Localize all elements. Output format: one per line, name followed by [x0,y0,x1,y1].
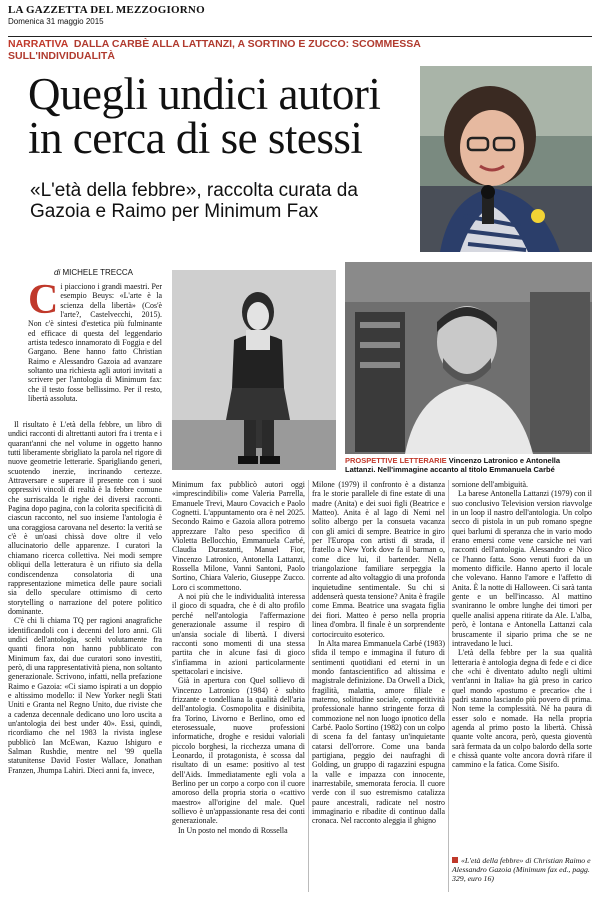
masthead-rule [8,36,592,37]
headline [28,69,428,163]
bullet-icon [452,857,458,863]
article-column-2 [172,480,305,835]
paragraph: sornione dell'ambiguità. [452,480,528,489]
masthead [8,4,592,26]
book-info-text: «L'età della febbre» di Christian Raimo e Alessandro Gazoia (Minimum fax ed., pagg. 329, euro 16) [452,856,591,883]
paragraph: L'età della febbre per la sua qualità letteraria è antologia degna di fede e ci dice che «chi è diventato adulto negli ultimi vent'anni in Italia» ha già preso in carico quel mondo «postumo e precario» che i padri stanno lasciando più povero di prima. Non teme la complessità. Né ha paura di esser solo e nomade. Ha nella propria agenda al primo posto la libertà. Chissà quante volte ancora, però, questa gioventù sarà fermata da un colpo balordo della sorte e chissà quante volte ancora dovrà rifare il cammino e la fatica. Come Sisifo. [452,648,592,770]
subtitle: «L'età della febbre», raccolta curata da Gazoia e Raimo per Minimum Fax [30,180,358,222]
kicker [8,38,428,62]
article-column-1-bottom [8,420,162,775]
article-column-1-top [28,277,162,404]
headline-line1: Quegli undici autori [28,69,381,119]
headline-line2: in cerca di se stessi [28,113,363,163]
photo-antonella-lattanzi-sitting [172,270,336,470]
issue-date: Domenica 31 maggio 2015 [8,17,104,26]
paragraph: A noi più che le individualità interessa il gioco di squadra, che è di alto profilo perché nell'antologia l'affermazione generazionale assume il respiro di un'ansia sociale di libertà. I diversi racconti sono momenti di una stessa partita che in alcune fasi di gioco s'infiamma in azioni particolarmente spettacolari e incisive. [172,592,305,676]
paragraph: Già in apertura con Quel sollievo di Vincenzo Latronico (1984) è subito frizzante e tondelliana la qualità dell'aria dell'antologia. Cosmopolita e disinibita, fra Torino, Livorno e Berlino, omo ed eterosessuale, nuove professioni informatiche, droghe e residui valoriali piccolo borghesi, la ricchezza umana di Leonardo, il protagonista, è scossa dal risultato di un esame: positivo al test dell'Aids. Immediatamente egli vola a Berlino per un corpo a corpo con il cuore amoroso della propria storia o «cattivo maestro» all'origine del male. Quel sollievo è un'appassionante resa dei conti generazionale. [172,676,305,826]
article-column-3 [312,480,445,826]
paragraph: Minimum fax pubblicò autori oggi «imprescindibili» come Valeria Parrella, Emanuele Trevi, Mauro Covacich e Paolo Cognetti. L'appuntamento ora è nel 2025. Secondo Raimo e Gazoia allora potremo apprezzare l'alto peso specifico di Violetta Bellocchio, Emmanuela Carbé, Claudia Durastanti, Manuel Fior, Vincenzo Latronico, Antonella Lattanzi, Rossella Milone, Vanni Santoni, Paolo Sortino, Chiara Valerio, Giuseppe Zucco. Loro ci scommettono. [172,480,305,592]
photo-caption [345,456,592,474]
paragraph: C'è chi li chiama TQ per ragioni anagrafiche identificandoli con i decenni del loro anni. Gli undici dell'antologia, scelti volutamente fra quanti finora non hanno pubblicato con Minimum fax, dai due curatori sono investiti, però, di una rappresentatività piena, non soltanto generazionale. Scrivono, infatti, nella prefazione Raimo e Gazoia: «Ci siamo ispirati a un doppio e altissimo modello: il New Yorker negli Stati Uniti e Granta nel Regno Unito, due riviste che a cadenza decennale dedicano uno loro uscita a un'antologia dei best under 40». Essi, quindi, ricordiamo che nel 1983 la rivista inglese pubblicò Ian McEwan, Kazuo Ishiguro e Salman Rushdie, mentre nel '99 quella statunitense David Foster Wallace, Jonathan Franzen, Jhumpa Lahiri. Dieci anni fa, invece, [8,616,162,775]
byline-prefix: di [54,268,61,277]
byline [54,268,133,277]
paragraph: Il risultato è L'età della febbre, un libro di undici racconti di altrettanti autori fra i trenta e i quarant'anni che nel volume in oggetto hanno tutti liberamente sbrigliato la parola nel rigore di nuove geometrie letterarie. Sparigliando generi, scuotendo inerzie, incrinando certezze. Attraversare e superare il presente con i suoi oppressivi vincoli di realtà è la febbre comune che surriscalda le righe dei diversi racconti. Pagina dopo pagina, con la colorita specificità di ciascun racconto, nel suo insieme l'antologia è una coraggiosa carovana nel deserto: la verità se c'è è un'oasi chissà dove oltre il velo allucinatorio delle apparenze. I curatori la chiamano ricerca collettiva. Nei modi sempre obliqui della letteratura è un rifiuto sia della condiscendenza consolatoria di una rappresentazione mimetica delle paure sociali sia dello speculare ottimismo di certo storytelling o narrazione del potere politico dominante. [8,420,162,616]
article-column-4 [452,480,592,770]
column-divider [448,480,449,892]
publication-name: LA GAZZETTA DEL MEZZOGIORNO [8,4,205,16]
paragraph: In Alta marea Emmanuela Carbé (1983) sfida il tempo e immagina il futuro di sentimenti quotidiani ed eterni in un mondo fantascientifico ad altissima e magistrale definizione. Da Orwell a Dick, fragilità, malattia, amore filiale e materno, solitudine sociale, competitività professionale hanno stringente forza di commozione nel non luogo ipnotico della Carbé. Paolo Sortino (1982) con un colpo di scena fa del fantasy un'inquietante catarsi dell'orrore. Come una banda partigiana, peggio dei naufraghi di Golding, un gruppo di ragazzini espugna la valle e impazza con innocente, inarrestabile, smemorata ferocia. Il cuore verde con il suo estremismo catalizza paure ancestrali, radicate nel nostro immaginario e ribadite di continuo dalla cronaca. Nel racconto aleggia il ghigno [312,638,445,826]
kicker-text: DALLA CARBÈ ALLA LATTANZI, A SORTINO E ZUCCO: SCOMMESSA SULL'INDIVIDUALITÀ [8,38,421,62]
kicker-section: NARRATIVA [8,38,68,50]
paragraph: In Un posto nel mondo di Rossella [178,825,288,835]
byline-author: MICHELE TRECCA [62,268,133,277]
article-intro: i piacciono i grandi maestri. Per esempio Beuys: «L'arte è la scienza della libertà» (Cos'è l'arte?, Castelvecchi, 2015). Non c'è sintesi d'estetica più fulminante ed efficace di questa del leggendario artista tedesco innamorato di Foggia e del Gargano. Bene hanno fatto Christian Raimo e Alessandro Gazoia ad avanzare soltanto una richiesta agli autori invitati a scrivere per l'antologia di Minimum fax: che il testo fosse bellissimo. Per il resto, libertà assoluta. [28,282,162,404]
dropcap: C [28,277,59,323]
column-divider [308,480,309,892]
book-info [452,856,592,883]
photo-emmanuela-carbe [420,66,592,252]
paragraph: La barese Antonella Lattanzi (1979) con il suo conclusivo Television version riavvolge in un loop il nastro dell'antologia. Un colpo secco di pistola in un pub romano spegne quei barlumi di speranza che in vario modo erano emersi come vene carsiche nei vari racconti dell'antologia. Alessandro e Nico ce l'hanno fatta. Sono venuti fuori da un momento difficile. Hanno aperto il locale che volevano. Hanno l'amore e l'affetto di Anita. È la notte di Halloween. Ci sarà tanta gente e un bell'incasso. Al mattino svaniranno le ombre lunghe dei timori per quelle analisi appena ritirate da Ale. L'alba, però, è lontana e Antonella Lattanzi cala bruscamente il sipario prima che se ne intravedano le luci. [452,489,592,648]
paragraph: Milone (1979) il confronto è a distanza fra le storie parallele di fine estate di una madre (Anita) e dei suoi figli (Beatrice e Matteo). Anita è al lago di Nemi nel solito albergo per la consueta vacanza con gli amici di sempre. Beatrice in giro per l'Europa con artisti di strada, il fratello a New York dove fa il barman o, come dice lui, il bartender. Nella triangolazione familiare serpeggia la corrente ad alto voltaggio di una profonda inquietudine sentimentale. Su chi si addenserà questa tensione? Anita è fragile come Emma. Beatrice una svagata figlia dei fiori. Matteo è perso nella propria linea d'ombra. Il finale è un sorprendente cortocircuito esoterico. [312,480,445,639]
caption-label: PROSPETTIVE LETTERARIE [345,456,447,465]
caption-text: Vincenzo Latronico e Antonella Lattanzi. Nell'immagine accanto al titolo Emmanuela Carbé [345,456,561,474]
photo-vincenzo-latronico [345,262,592,454]
